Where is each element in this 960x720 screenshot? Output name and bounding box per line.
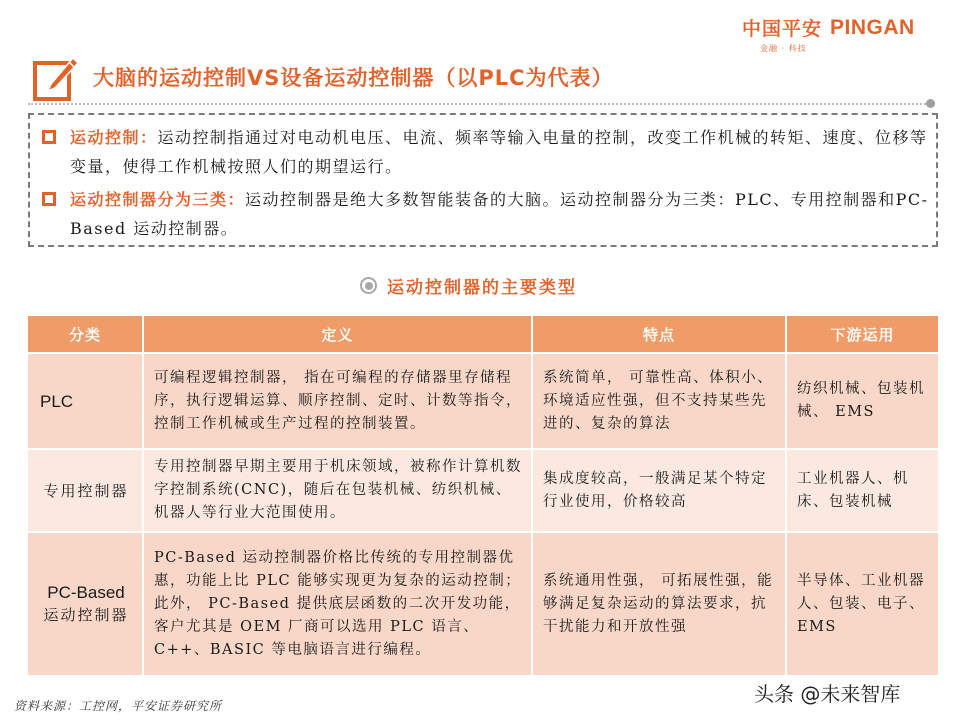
table-heading-text: 运动控制器的主要类型: [387, 278, 577, 298]
cell-category: [28, 353, 143, 449]
summary-bullet-motion-control: [40, 123, 936, 181]
bullet-text: 运动控制器是绝大多数智能装备的大脑。运动控制器分为三类：PLC、专用控制器和PC-Based 运动控制器。: [70, 190, 929, 238]
header-applications: 下游运用: [786, 316, 938, 353]
cell-features: 系统简单， 可靠性高、体积小、环境适应性强，但不支持某些先进的、复杂的算法: [532, 353, 786, 449]
cell-definition: 可编程逻辑控制器， 指在可编程的存储器里存储程序，执行逻辑运算、顺序控制、定时、计数等指令，控制工作机械或生产过程的控制装置。: [143, 353, 532, 449]
title-divider: [28, 103, 501, 105]
square-bullet-icon: [42, 192, 56, 206]
table-heading: [360, 273, 577, 298]
pencil-edit-icon: [33, 55, 79, 101]
header-category: 分类: [28, 316, 143, 353]
cell-category: [28, 532, 143, 676]
cell-applications: 纺织机械、包装机械、 EMS: [786, 353, 938, 449]
category-subname: 运动控制器: [43, 606, 129, 624]
category-name: 专用控制器: [43, 481, 129, 500]
summary-box: [28, 113, 938, 247]
source-note: 资料来源：工控网，平安证券研究所: [14, 699, 223, 713]
logo-cn-text: 中国平安: [742, 18, 823, 40]
watermark: 头条 @未来智库: [754, 682, 901, 706]
category-name: PLC: [40, 391, 74, 411]
table-row-pc-based: [28, 532, 938, 676]
square-bullet-icon: [42, 130, 56, 144]
table-row-plc: [28, 353, 938, 449]
cell-applications: 半导体、工业机器人、包装、电子、EMS: [786, 532, 938, 676]
cell-definition: 专用控制器早期主要用于机床领域，被称作计算机数字控制系统(CNC)，随后在包装机械、纺织机械、机器人等行业大范围使用。: [143, 449, 532, 532]
table-row-dedicated: [28, 449, 938, 532]
category-name: PC-Based: [47, 583, 125, 602]
bullet-label: 运动控制器分为三类：: [70, 190, 246, 209]
cell-features: 集成度较高，一般满足某个特定行业使用，价格较高: [532, 449, 786, 532]
page-title: 大脑的运动控制VS设备运动控制器（以PLC为代表）: [93, 66, 614, 90]
logo-en-text: PINGAN: [830, 15, 915, 39]
cell-applications: 工业机器人、机床、包装机械: [786, 449, 938, 532]
header-features: 特点: [532, 316, 786, 353]
divider-end-dot: [926, 99, 935, 108]
bullet-label: 运动控制：: [70, 128, 158, 147]
logo-tagline: 金融 · 科技: [760, 44, 807, 53]
header-definition: 定义: [143, 316, 532, 353]
pingan-logo: [742, 14, 942, 54]
summary-bullet-controller-types: [40, 185, 936, 243]
bullet-text: 运动控制指通过对电动机电压、电流、频率等输入电量的控制，改变工作机械的转矩、速度、位移等变量，使得工作机械按照人们的期望运行。: [70, 128, 928, 176]
cell-features: 系统通用性强， 可拓展性强，能够满足复杂运动的算法要求，抗干扰能力和开放性强: [532, 532, 786, 676]
controller-types-table: [28, 316, 938, 677]
table-header-row: [28, 316, 938, 353]
cell-definition: PC-Based 运动控制器价格比传统的专用控制器优惠，功能上比 PLC 能够实现更为复杂的运动控制；此外， PC-Based 提供底层函数的二次开发功能，客户尤其是 OEM 厂商可以选用 PLC 语言、 C++、BASIC 等电脑语言进行编程。: [143, 532, 532, 676]
title-divider-right: [501, 103, 929, 105]
cell-category: [28, 449, 143, 532]
radio-dot-icon: [360, 277, 377, 294]
